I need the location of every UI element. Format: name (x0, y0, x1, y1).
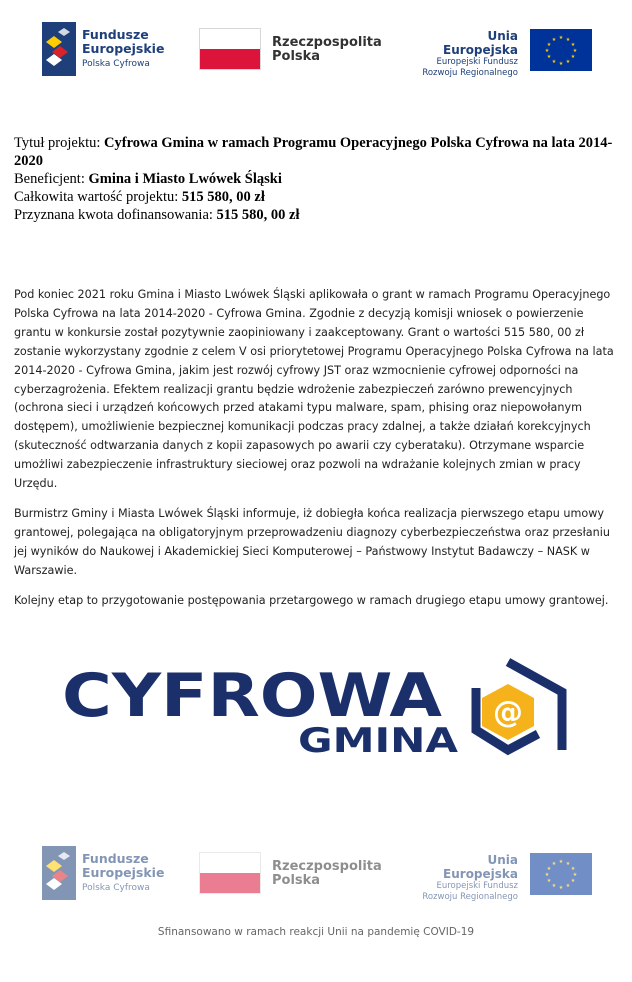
svg-text:★: ★ (544, 48, 550, 54)
funding-logos-bottom (0, 842, 632, 902)
svg-text:★: ★ (546, 878, 552, 884)
ue-title: Unia Europejska (443, 29, 518, 57)
svg-text:★: ★ (558, 35, 564, 41)
ue-sub1: Europejski Fundusz (436, 57, 518, 67)
ue-sub2: Rozwoju Regionalnego (422, 892, 518, 902)
ue-title: Unia Europejska (443, 853, 518, 881)
svg-text:★: ★ (572, 48, 578, 54)
svg-text:★: ★ (565, 59, 571, 65)
funding-logos-top (0, 18, 632, 78)
project-title-line (14, 134, 614, 170)
fe-title-line2: Europejskie (82, 865, 165, 880)
unia-europejska-label (410, 29, 518, 79)
fe-title-line1: Fundusze (82, 27, 149, 42)
svg-text:★: ★ (551, 861, 557, 867)
article-body (14, 286, 618, 622)
at-symbol: @ (493, 695, 523, 730)
gmina-word: GMINA (298, 721, 459, 761)
svg-text:★: ★ (572, 872, 578, 878)
svg-text:★: ★ (565, 37, 571, 43)
fe-subtitle: Polska Cyfrowa (82, 883, 150, 893)
rzeczpospolita-label (272, 36, 392, 64)
paragraph-2: Burmistrz Gminy i Miasta Lwówek Śląski informuje, iż dobiegła końca realizacja pierwszego etapu umowy grantowej, polegająca na obligatoryjnym przeprowadzeniu diagnozy cyberbezpieczeństwa oraz przesłaniu jej wyników do Naukowej i Akademickiej Sieci Komputerowej – Państwowy Instytut Badawczy – NASK w Warszawie. (14, 506, 610, 577)
svg-text:★: ★ (551, 37, 557, 43)
rp-line2: Polska (272, 873, 321, 888)
granted-amount-label: Przyznana kwota dofinansowania: (14, 207, 217, 223)
unia-europejska-label (410, 853, 518, 903)
paragraph-1: Pod koniec 2021 roku Gmina i Miasto Lwówek Śląski aplikowała o grant w ramach Programu Operacyjnego Polska Cyfrowa na lata 2014-2020 - Cyfrowa Gmina. Zgodnie z decyzją komisji wniosek o powierzenie grantu w konkursie został pozytywnie zaopiniowany i zaakceptowany. Grant o wartości 515 580, 00 zł zostanie wykorzystany zgodnie z celem V osi priorytetowej Programu Operacyjnego Polska Cyfrowa na lata 2014-2020 - Cyfrowa Gmina, jakim jest rozwój cyfrowy JST oraz wzmocnienie cyfrowej odporności na cyberzagrożenia. Efektem realizacji grantu będzie wdrożenie zabezpieczeń zarówno prewencyjnych (ochrona sieci i urządzeń końcowych przed atakami typu malware, spam, phising oraz niepowołanym dostępem), umożliwienie bezpiecznej komunikacji podczas pracy zdalnej, a także działań korekcyjnych (skuteczność odtwarzania danych z kopii zapasowych po awarii czy cyberataku). Otrzymane wsparcie umożliwi zabezpieczenie infrastruktury sieciowej oraz pozwoli na wdrażanie kolejnych zmian w pracy Urzędu. (14, 288, 614, 491)
hexagon-at-icon (476, 662, 562, 750)
svg-text:★: ★ (558, 885, 564, 891)
project-info (14, 134, 614, 224)
poland-flag-icon (199, 852, 261, 894)
rzeczpospolita-label (272, 860, 392, 888)
fundusze-europejskie-label (82, 852, 192, 893)
svg-text:★: ★ (570, 42, 576, 48)
project-title-label: Tytuł projektu: (14, 135, 105, 151)
fe-subtitle: Polska Cyfrowa (82, 59, 150, 69)
granted-amount-line (14, 206, 614, 224)
rp-line1: Rzeczpospolita (272, 859, 382, 874)
svg-text:★: ★ (546, 54, 552, 60)
ue-sub1: Europejski Fundusz (436, 881, 518, 891)
fe-title-line2: Europejskie (82, 41, 165, 56)
beneficiary-value: Gmina i Miasto Lwówek Śląski (88, 171, 282, 187)
rp-line1: Rzeczpospolita (272, 35, 382, 50)
svg-text:★: ★ (558, 859, 564, 865)
fundusze-europejskie-label (82, 28, 192, 69)
total-value-amount: 515 580, 00 zł (181, 189, 265, 205)
svg-text:★: ★ (558, 61, 564, 67)
rp-line2: Polska (272, 49, 321, 64)
svg-text:★: ★ (551, 59, 557, 65)
eu-flag-icon (530, 853, 592, 895)
poland-flag-icon (199, 28, 261, 70)
paragraph-3: Kolejny etap to przygotowanie postępowania przetargowego w ramach drugiego etapu umowy grantowej. (14, 593, 609, 607)
ue-sub2: Rozwoju Regionalnego (422, 68, 518, 78)
cyfrowa-gmina-logo (60, 654, 580, 764)
fundusze-europejskie-logo-icon (42, 22, 76, 76)
svg-text:★: ★ (570, 878, 576, 884)
beneficiary-label: Beneficjent: (14, 171, 89, 187)
beneficiary-line (14, 170, 614, 188)
svg-text:★: ★ (570, 866, 576, 872)
cyfrowa-word: CYFROWA (62, 661, 443, 731)
fundusze-europejskie-logo-icon (42, 846, 76, 900)
granted-amount-value: 515 580, 00 zł (216, 207, 300, 223)
svg-text:★: ★ (546, 866, 552, 872)
covid-funding-note: Sfinansowano w ramach reakcji Unii na pandemię COVID-19 (157, 926, 475, 938)
svg-text:★: ★ (544, 872, 550, 878)
total-value-label: Całkowita wartość projektu: (14, 189, 182, 205)
svg-text:★: ★ (565, 883, 571, 889)
eu-flag-icon (530, 29, 592, 71)
svg-text:★: ★ (546, 42, 552, 48)
project-title-value: Cyfrowa Gmina w ramach Programu Operacyjnego Polska Cyfrowa na lata 2014-2020 (14, 135, 613, 169)
fe-title-line1: Fundusze (82, 851, 149, 866)
svg-text:★: ★ (570, 54, 576, 60)
total-value-line (14, 188, 614, 206)
svg-text:★: ★ (565, 861, 571, 867)
svg-text:★: ★ (551, 883, 557, 889)
